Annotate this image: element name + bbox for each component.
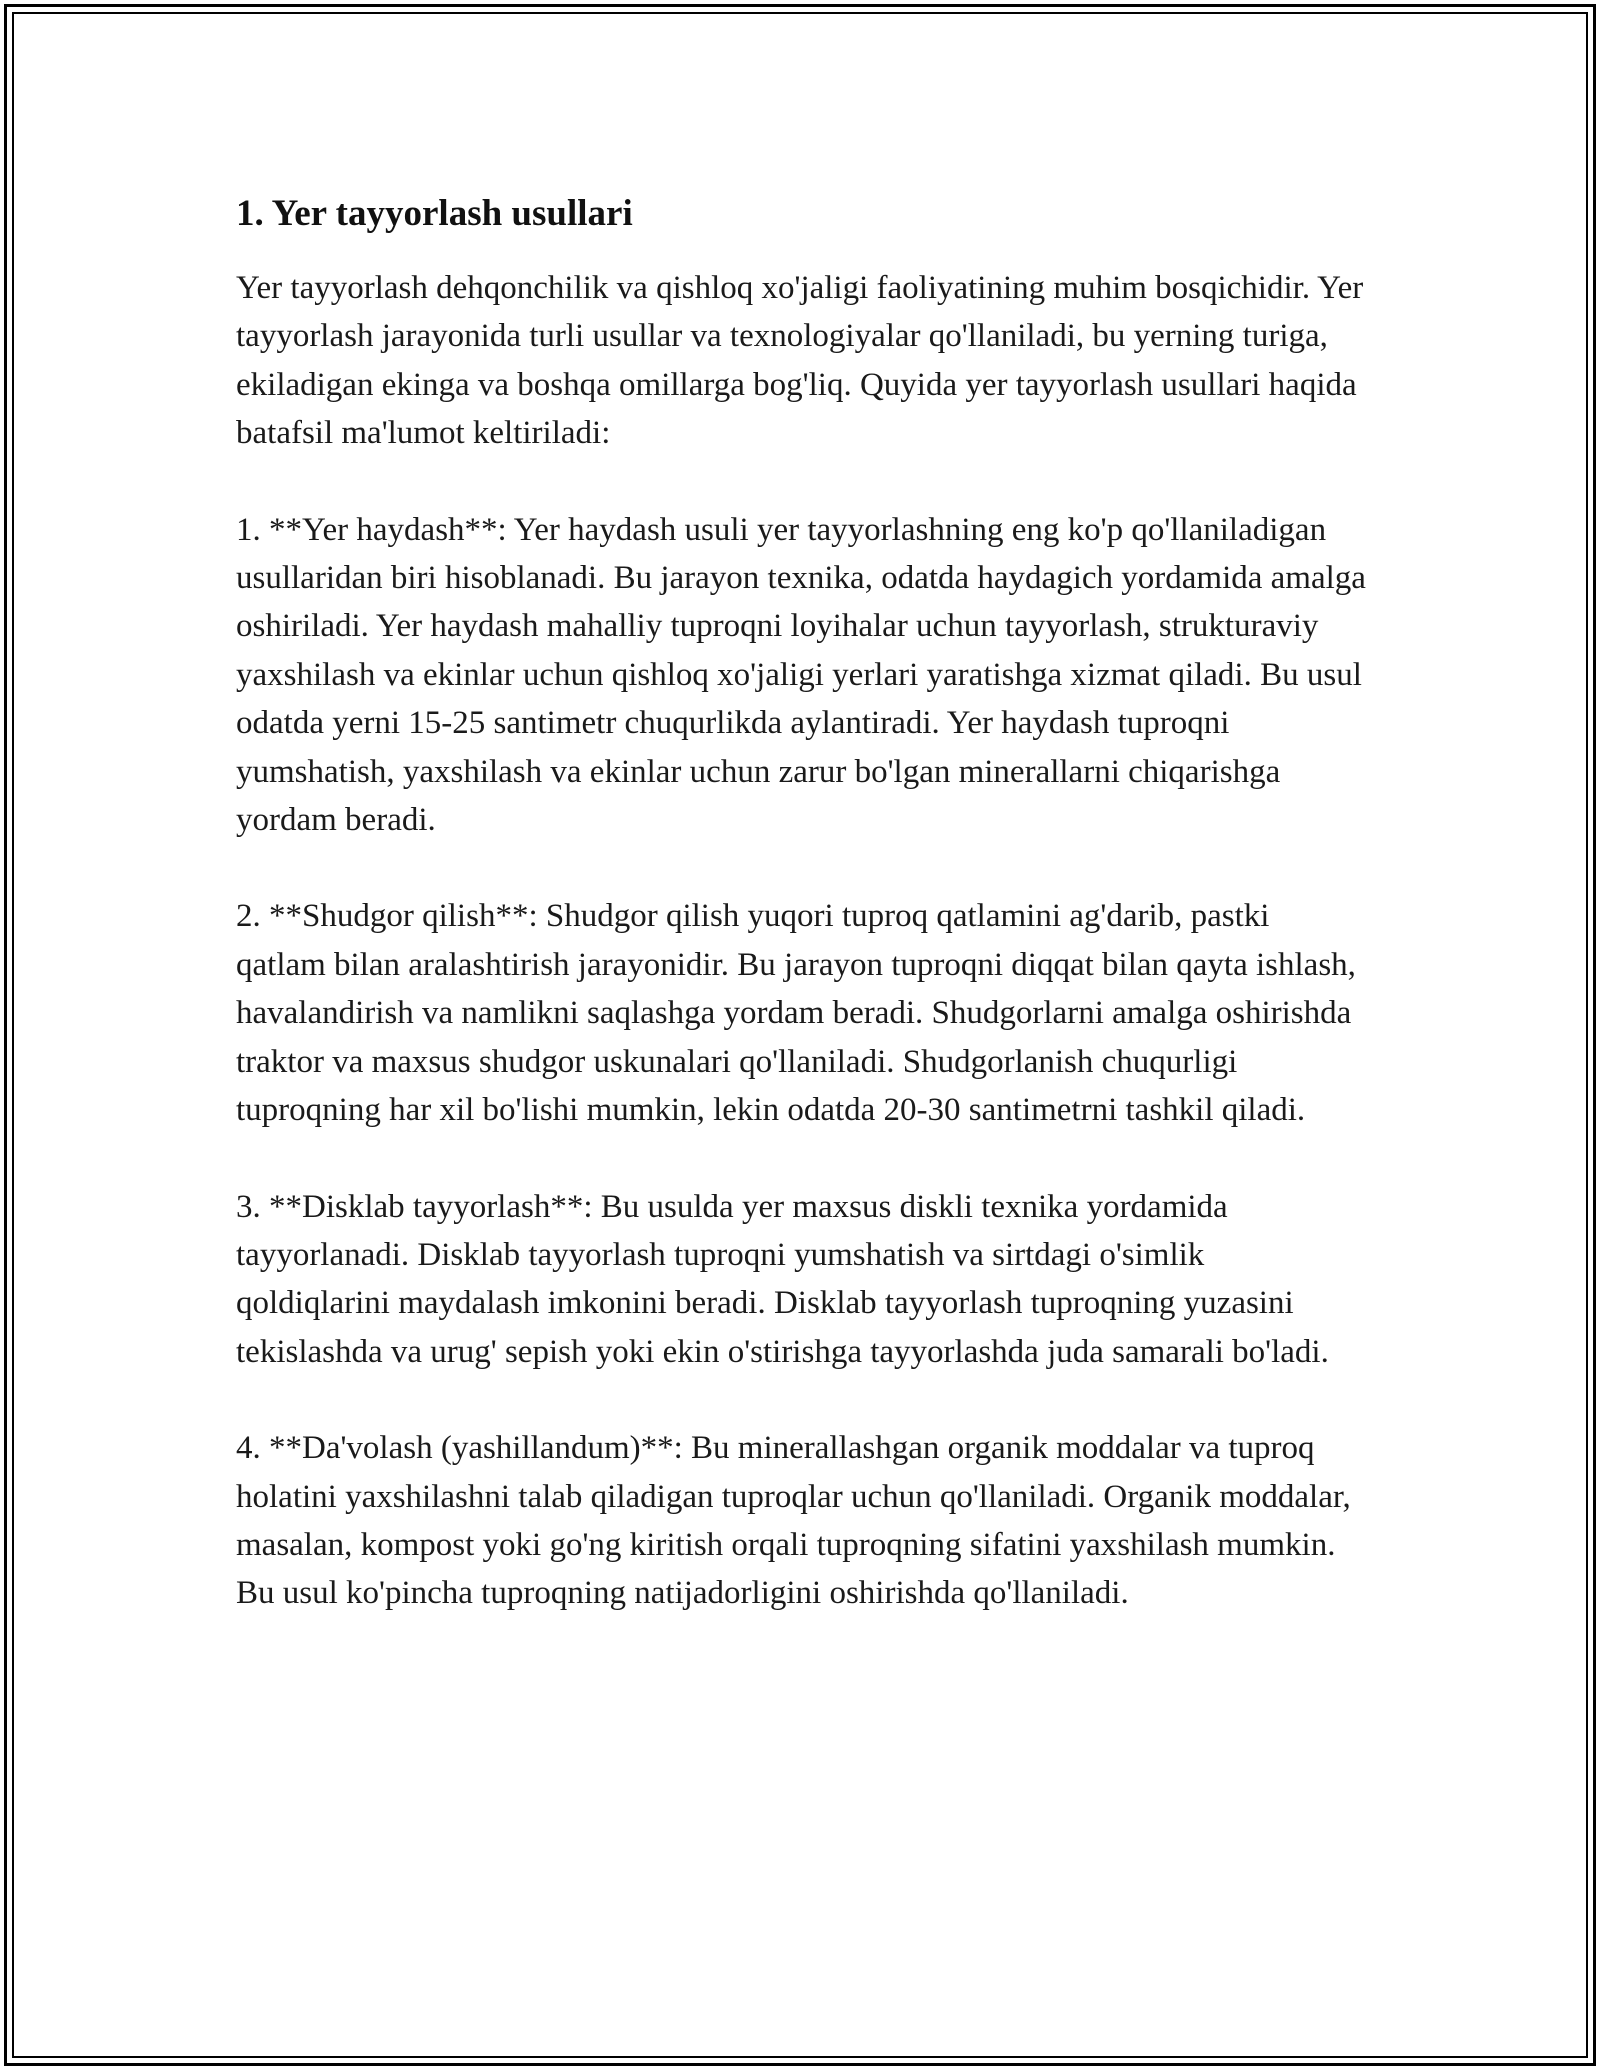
document-body (236, 186, 1366, 1666)
intro-paragraph: Yer tayyorlash dehqonchilik va qishloq xo'jaligi faoliyatining muhim bosqichidir. Yer tayyorlash jarayonida turli usullar va texnologiyalar qo'llaniladi, bu yerning turiga, ekiladigan ekinga va boshqa omillarga bog'liq. Quyida yer tayyorlash usullari haqida batafsil ma'lumot keltiriladi: (236, 270, 1364, 452)
section-heading: 1. Yer tayyorlash usullari (236, 193, 633, 234)
paragraph-shudgor-qilish: 2. **Shudgor qilish**: Shudgor qilish yuqori tuproq qatlamini ag'darib, pastki qatlam bilan aralashtirish jarayonidir. Bu jarayon tuproqni diqqat bilan qayta ishlash, havalandirish va namlikni saqlashga yordam beradi. Shudgorlarni amalga oshirishda traktor va maxsus shudgor uskunalari qo'llaniladi. Shudgorlanish chuqurligi tuproqning har xil bo'lishi mumkin, lekin odatda 20-30 santimetrni tashkil qiladi. (236, 898, 1356, 1129)
paragraph-yer-haydash: 1. **Yer haydash**: Yer haydash usuli yer tayyorlashning eng ko'p qo'llaniladigan usullaridan biri hisoblanadi. Bu jarayon texnika, odatda haydagich yordamida amalga oshiriladi. Yer haydash mahalliy tuproqni loyihalar uchun tayyorlash, strukturaviy yaxshilash va ekinlar uchun qishloq xo'jaligi yerlari yaratishga xizmat qiladi. Bu usul odatda yerni 15-25 santimetr chuqurlikda aylantiradi. Yer haydash tuproqni yumshatish, yaxshilash va ekinlar uchun zarur bo'lgan minerallarni chiqarishga yordam beradi. (236, 511, 1366, 839)
paragraph-disklab-tayyorlash: 3. **Disklab tayyorlash**: Bu usulda yer maxsus diskli texnika yordamida tayyorlanadi. Disklab tayyorlash tuproqni yumshatish va sirtdagi o'simlik qoldiqlarini maydalash imkonini beradi. Disklab tayyorlash tuproqning yuzasini tekislashda va urug' sepish yoki ekin o'stirishga tayyorlashda juda samarali bo'ladi. (236, 1188, 1329, 1370)
paragraph-davolash: 4. **Da'volash (yashillandum)**: Bu minerallashgan organik moddalar va tuproq holatini yaxshilashni talab qiladigan tuproqlar uchun qo'llaniladi. Organik moddalar, masalan, kompost yoki go'ng kiritish orqali tuproqning sifatini yaxshilash mumkin. Bu usul ko'pincha tuproqning natijadorligini oshirishda qo'llaniladi. (236, 1430, 1351, 1612)
